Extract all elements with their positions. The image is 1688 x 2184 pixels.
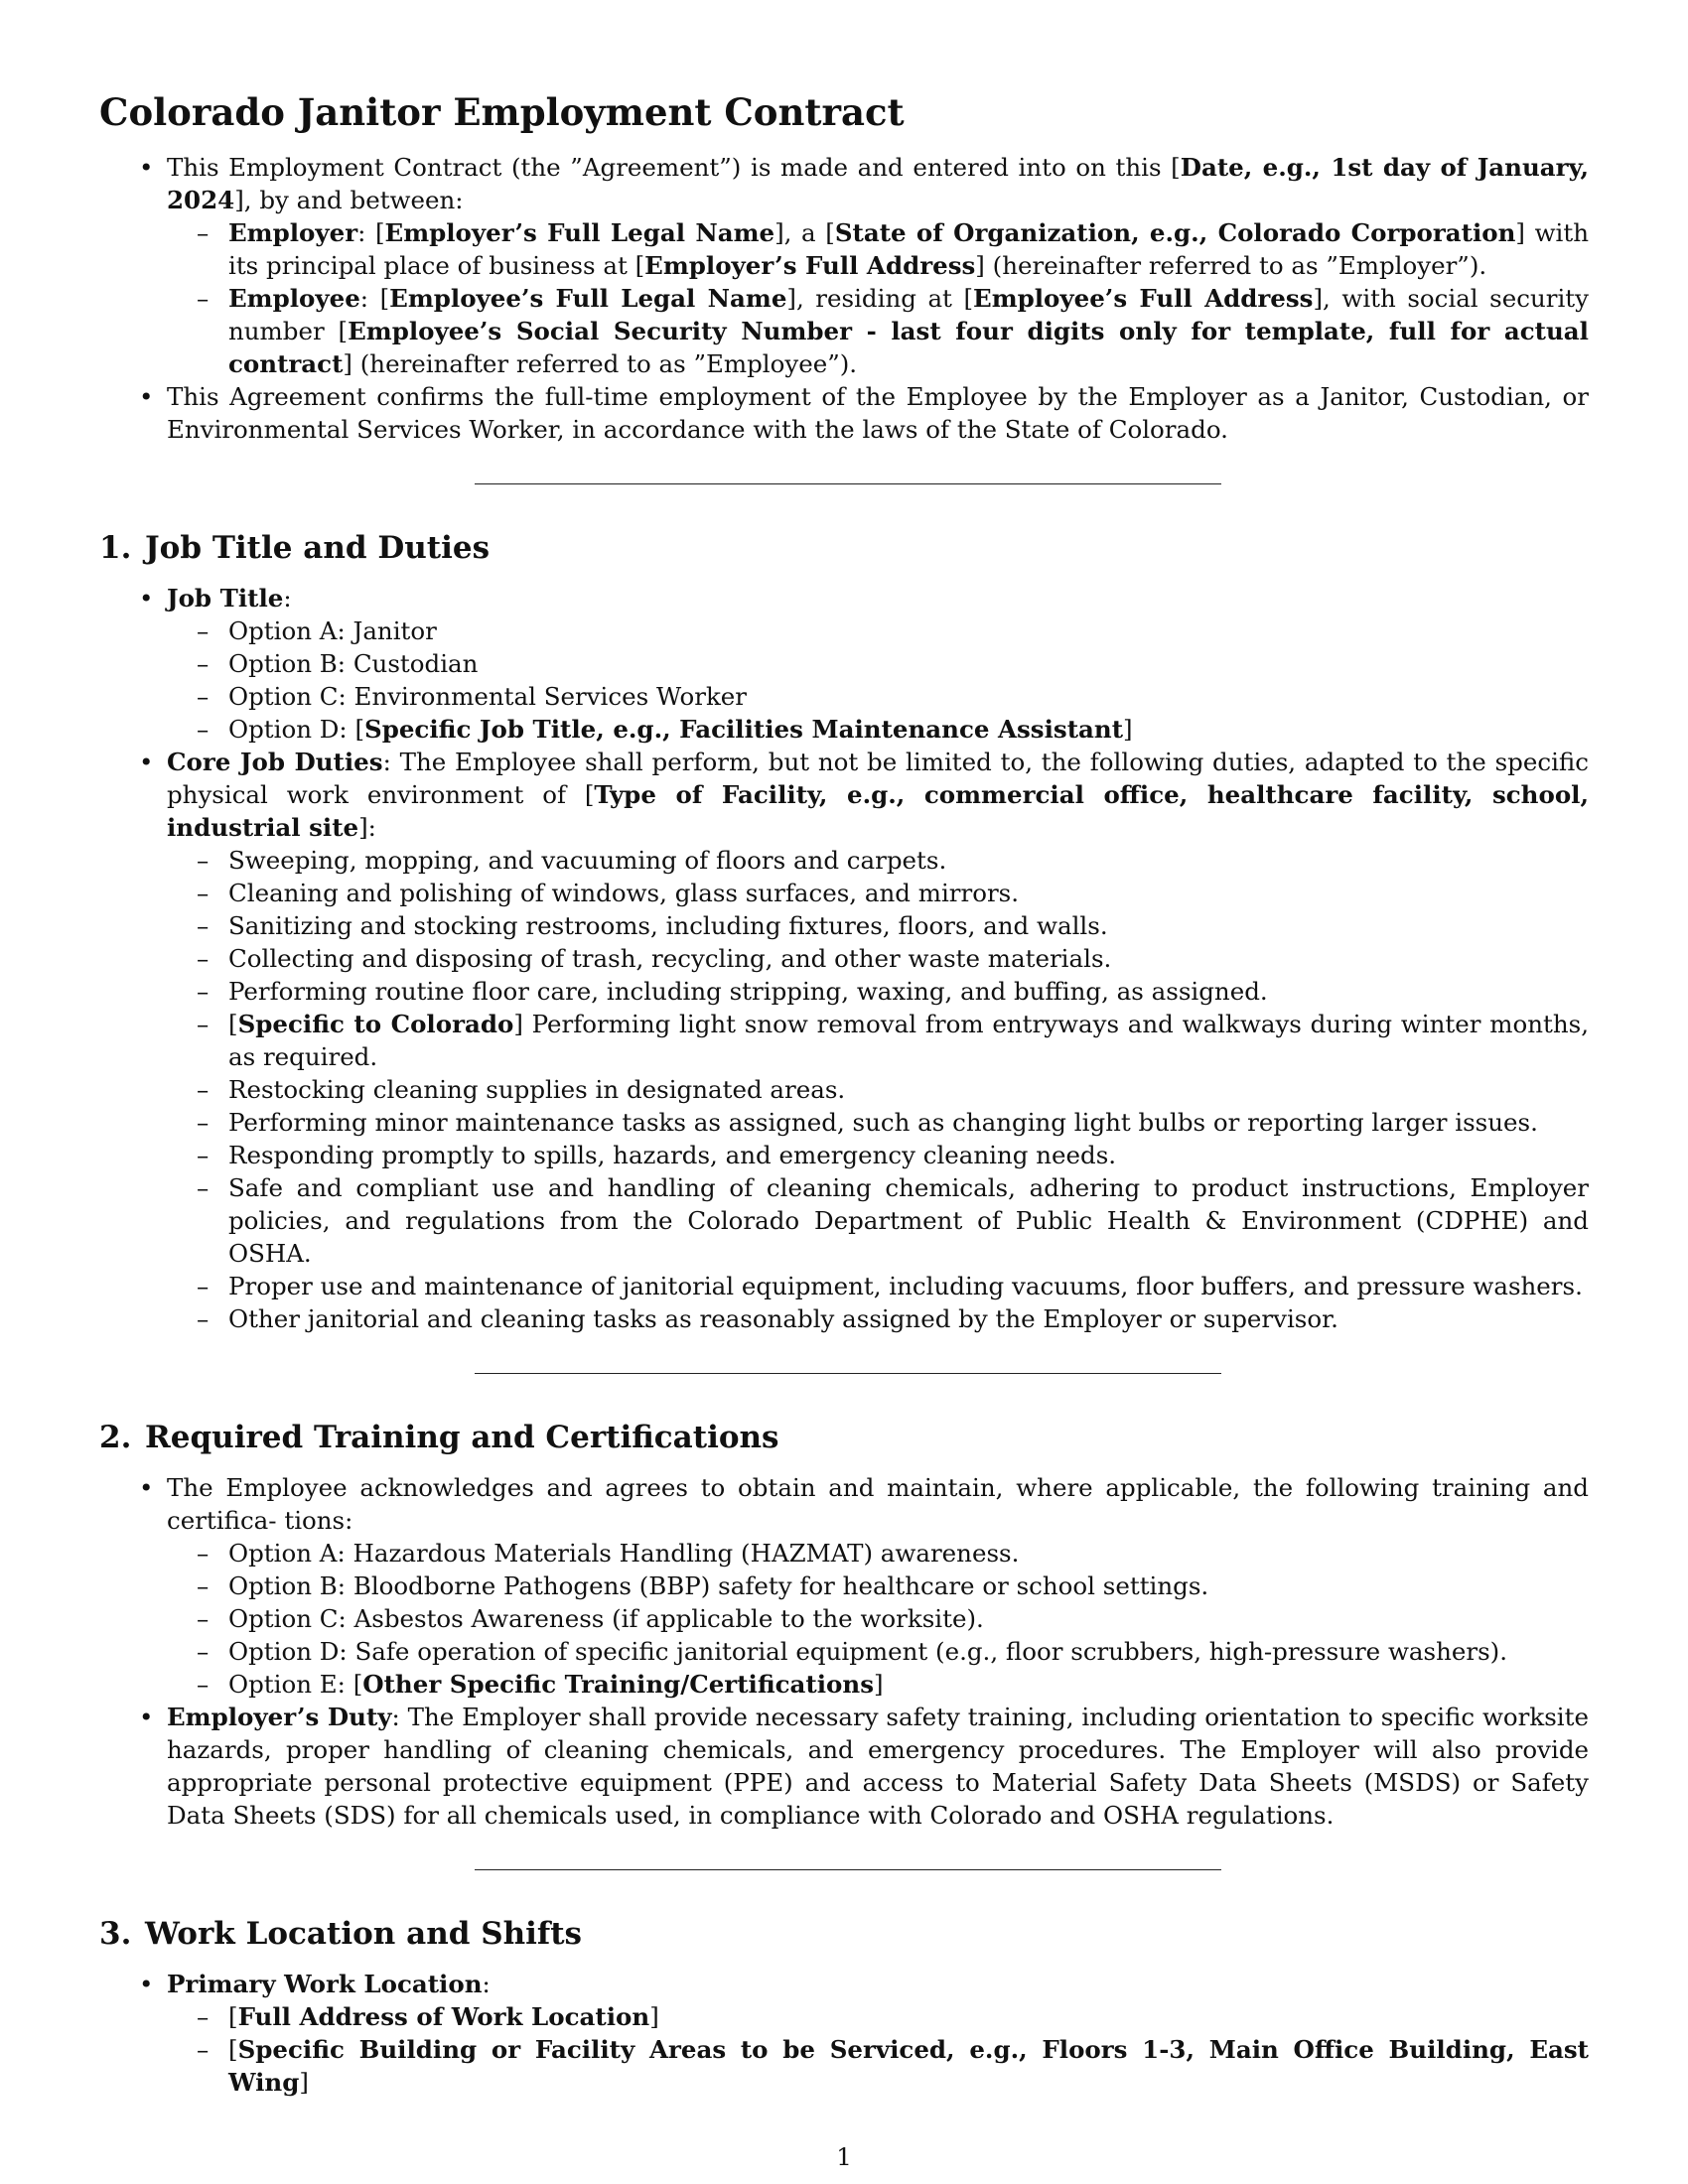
list-item: – Proper use and maintenance of janitorial equipment, including vacuums, floor buffers, and pressure washers. bbox=[167, 1270, 1589, 1302]
section-divider bbox=[475, 483, 1221, 484]
list-item: – Restocking cleaning supplies in designated areas. bbox=[167, 1073, 1589, 1106]
section3-list bbox=[99, 1968, 1589, 2099]
employee-name-placeholder: Employee’s Full Legal Name bbox=[389, 284, 787, 313]
section1-list bbox=[99, 582, 1589, 1335]
employee-item: – Employee: [Employee’s Full Legal Name], residing at [Employee’s Full Address], with social security number [Employee’s Social Security Number - last four digits only for template, full for actual contract] (hereinafter referred to as ”Employee”). bbox=[167, 282, 1589, 380]
list-item: – Option A: Hazardous Materials Handling (HAZMAT) awareness. bbox=[167, 1537, 1589, 1570]
training-options bbox=[167, 1537, 1589, 1701]
intro-confirmation-item: • This Agreement confirms the full-time employment of the Employee by the Employer as a Janitor, Custodian, or Environmental Services Worker, in accordance with the laws of the State of Colorado. bbox=[99, 380, 1589, 446]
document-title: Colorado Janitor Employment Contract bbox=[99, 90, 905, 134]
list-item: – Other janitorial and cleaning tasks as reasonably assigned by the Employer or supervisor. bbox=[167, 1302, 1589, 1335]
training-intro-item: • The Employee acknowledges and agrees to obtain and maintain, where applicable, the following training and certifica- tions: – Option A: Hazardous Materials Handling (HAZMAT) awareness. – Option B: Bloodborne Pathogens (BBP) safety for healthcare or school settings. – Option C: Asbestos Awareness (if applicable to the worksite). – Option D: Safe operation of specific janitorial equipment (e.g., floor scrubbers, high-pressure washers). – Option E: [Other Specific Training/Certifications] bbox=[99, 1471, 1589, 1701]
duties-list bbox=[167, 844, 1589, 1335]
list-item: – Collecting and disposing of trash, recycling, and other waste materials. bbox=[167, 942, 1589, 975]
list-item: – Option E: [Other Specific Training/Certifications] bbox=[167, 1668, 1589, 1701]
employer-address-placeholder: Employer’s Full Address bbox=[644, 251, 976, 280]
intro-list bbox=[99, 151, 1589, 446]
list-item: – Option D: Safe operation of specific janitorial equipment (e.g., floor scrubbers, high-pressure washers). bbox=[167, 1635, 1589, 1668]
job-title-options bbox=[167, 614, 1589, 746]
location-options bbox=[167, 2000, 1589, 2099]
list-item: – Option C: Environmental Services Worker bbox=[167, 680, 1589, 713]
intro-agreement-item: • This Employment Contract (the ”Agreement”) is made and entered into on this [Date, e.g., 1st day of January, 2024], by and between: – Employer: [Employer’s Full Legal Name], a [State of Organization, e.g., Colorado Corporation] with its principal place of business at [Employer’s Full Address] (hereinafter referred to as ”Employer”). – Employee: [Employee’s Full Legal Name], residing at [Employee’s Full Address], with social security number [Employee’s Social Security Number - last four digits only for template, full for actual contract] (hereinafter referred to as ”Employee”). bbox=[99, 151, 1589, 380]
list-item: – [Full Address of Work Location] bbox=[167, 2000, 1589, 2033]
document-page bbox=[99, 77, 1589, 2099]
section-heading: 3. Work Location and Shifts bbox=[99, 1916, 583, 1952]
list-item: – Safe and compliant use and handling of cleaning chemicals, adhering to product instructions, Employer policies, and regulations from the Colorado Department of Public Health & Environment (CDPHE) and OSHA. bbox=[167, 1171, 1589, 1270]
employer-state-placeholder: State of Organization, e.g., Colorado Corporation bbox=[834, 218, 1516, 247]
section-divider bbox=[475, 1373, 1221, 1374]
list-item: – [Specific to Colorado] Performing light snow removal from entryways and walkways during winter months, as required. bbox=[167, 1008, 1589, 1073]
section-job-title-duties bbox=[99, 528, 1589, 1335]
list-item: – [Specific Building or Facility Areas to be Serviced, e.g., Floors 1-3, Main Office Building, East Wing] bbox=[167, 2033, 1589, 2099]
section-work-location-shifts bbox=[99, 1914, 1589, 2099]
section-divider bbox=[475, 1869, 1221, 1870]
job-title-item: • Job Title: – Option A: Janitor – Option B: Custodian – Option C: Environmental Services Worker – Option D: [Specific Job Title, e.g., Facilities Maintenance Assistant] bbox=[99, 582, 1589, 746]
date-placeholder: Date, e.g., 1st day of January, 2024 bbox=[167, 153, 1589, 214]
list-item: – Option A: Janitor bbox=[167, 614, 1589, 647]
list-item: – Performing minor maintenance tasks as assigned, such as changing light bulbs or reporting larger issues. bbox=[167, 1106, 1589, 1139]
employee-ssn-placeholder: Employee’s Social Security Number - last four digits only for template, full for actual contract bbox=[228, 317, 1589, 378]
employer-item: – Employer: [Employer’s Full Legal Name], a [State of Organization, e.g., Colorado Corporation] with its principal place of business at [Employer’s Full Address] (hereinafter referred to as ”Employer”). bbox=[167, 216, 1589, 282]
page-number: 1 bbox=[836, 2142, 852, 2171]
list-item: – Cleaning and polishing of windows, glass surfaces, and mirrors. bbox=[167, 877, 1589, 909]
core-duties-item: • Core Job Duties: The Employee shall perform, but not be limited to, the following duties, adapted to the specific physical work environment of [Type of Facility, e.g., commercial office, healthcare facility, school, industrial site]: – Sweeping, mopping, and vacuuming of floors and carpets. – Cleaning and polishing of windows, glass surfaces, and mirrors. – Sanitizing and stocking restrooms, including fixtures, floors, and walls. – Collecting and disposing of trash, recycling, and other waste materials. – Performing routine floor care, including stripping, waxing, and buffing, as assigned. – [Specific to Colorado] Performing light snow removal from entryways and walkways during winter months, as required. – Restocking cleaning supplies in designated areas. – Performing minor maintenance tasks as assigned, such as changing light bulbs or reporting larger issues. – Responding promptly to spills, hazards, and emergency cleaning needs. – Safe and compliant use and handling of cleaning chemicals, adhering to product instructions, Employer policies, and regulations from the Colorado Department of Public Health & Environment (CDPHE) and OSHA. – Proper use and maintenance of janitorial equipment, including vacuums, floor buffers, and pressure washers. – Other janitorial and cleaning tasks as reasonably assigned by the Employer or supervisor. bbox=[99, 746, 1589, 1335]
list-item: – Option B: Bloodborne Pathogens (BBP) safety for healthcare or school settings. bbox=[167, 1570, 1589, 1602]
employee-address-placeholder: Employee’s Full Address bbox=[973, 284, 1314, 313]
list-item: – Responding promptly to spills, hazards, and emergency cleaning needs. bbox=[167, 1139, 1589, 1171]
section-training-certifications bbox=[99, 1418, 1589, 1832]
list-item: – Option B: Custodian bbox=[167, 647, 1589, 680]
section2-list bbox=[99, 1471, 1589, 1832]
work-location-item: • Primary Work Location: – [Full Address of Work Location] – [Specific Building or Facility Areas to be Serviced, e.g., Floors 1-3, Main Office Building, East Wing] bbox=[99, 1968, 1589, 2099]
list-item: – Option D: [Specific Job Title, e.g., Facilities Maintenance Assistant] bbox=[167, 713, 1589, 746]
section-heading: 1. Job Title and Duties bbox=[99, 530, 491, 566]
list-item: – Sanitizing and stocking restrooms, including fixtures, floors, and walls. bbox=[167, 909, 1589, 942]
parties-list bbox=[167, 216, 1589, 380]
employer-name-placeholder: Employer’s Full Legal Name bbox=[384, 218, 775, 247]
section-heading: 2. Required Training and Certifications bbox=[99, 1420, 779, 1455]
list-item: – Sweeping, mopping, and vacuuming of floors and carpets. bbox=[167, 844, 1589, 877]
employer-duty-item: • Employer’s Duty: The Employer shall provide necessary safety training, including orientation to specific worksite hazards, proper handling of cleaning chemicals, and emergency procedures. The Employer will also provide appropriate personal protective equipment (PPE) and access to Material Safety Data Sheets (MSDS) or Safety Data Sheets (SDS) for all chemicals used, in compliance with Colorado and OSHA regulations. bbox=[99, 1701, 1589, 1832]
list-item: – Performing routine floor care, including stripping, waxing, and buffing, as assigned. bbox=[167, 975, 1589, 1008]
list-item: – Option C: Asbestos Awareness (if applicable to the worksite). bbox=[167, 1602, 1589, 1635]
